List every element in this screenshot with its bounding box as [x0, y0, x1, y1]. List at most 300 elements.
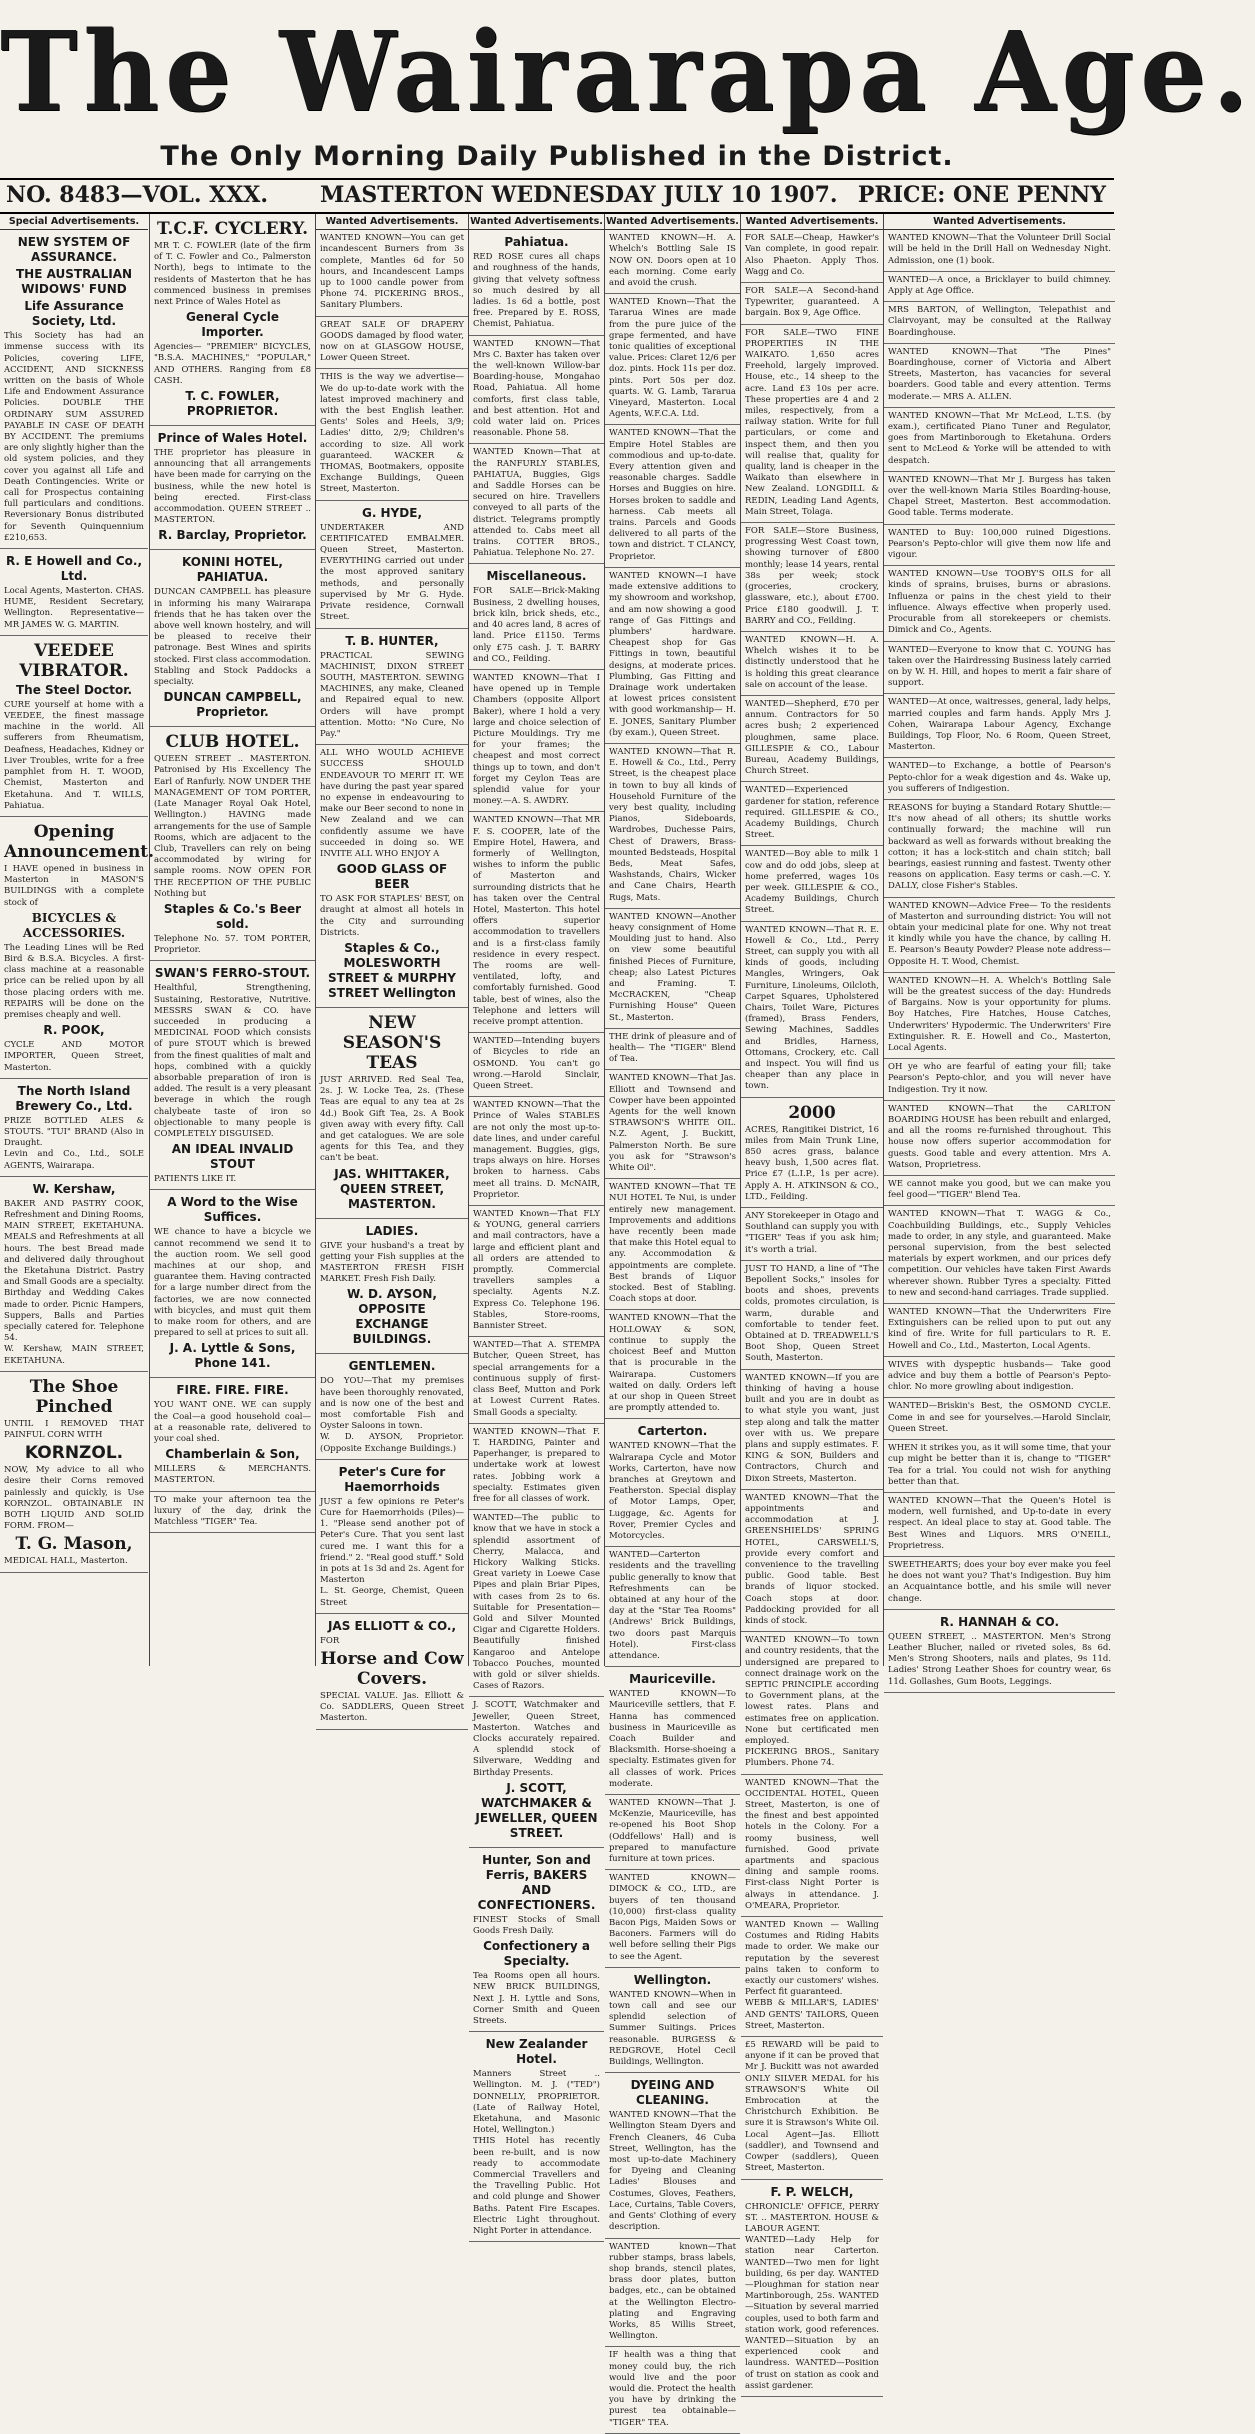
ad-elliott — [316, 1614, 468, 1730]
ad-body: WANTED KNOWN—H. A. Whelch's Bottling Sale IS NOW ON. Doors open at 10 each morning. Come early and avoid the crush. — [609, 233, 736, 289]
ad-body: WANTED known—That rubber stamps, brass labels, shop brands, stencil plates, brass door plates, button badges, etc., can be obtained at the Wellington Electro-plating and Engraving Works, 85 Willis Street, Wellington. — [609, 2241, 736, 2342]
ad-body: IF health was a thing that money could buy, the rich would live and the poor would die. Protect the health you have by drinking the purest tea obtainable— "TIGER" TEA. — [609, 2350, 736, 2428]
ad-star-tea-rooms — [605, 1547, 740, 1667]
ad-webb-millar — [741, 1917, 883, 2037]
ad-greenshields — [741, 1490, 883, 1632]
ad-body: TO ASK FOR STAPLES' BEST, on draught at almost all hotels in the City and surrounding Districts. — [320, 894, 464, 938]
ad-body: WANTED KNOWN—That Mr J. Burgess has taken over the well-known Maria Stiles Boarding-house, Chapel Street, Masterton. Best accommodation. Good table. Terms moderate. — [888, 474, 1111, 519]
ad-heading: G. HYDE, — [361, 505, 423, 520]
ad-body: DUNCAN CAMPBELL has pleasure in informing his many Wairarapa friends that he has taken over the above well known hostelry, and will be pleased to receive their patronage. Best Wines and spirits stocked. First class accommodation. Stabling and Stock Paddocks a specialty. — [154, 587, 311, 688]
ad-body: PRIZE BOTTLED ALES & STOUTS. "TUI" BRAND (Also in Draught. — [4, 1115, 144, 1149]
ad-tiger-blend — [605, 1029, 740, 1071]
ad-queens-hotel — [884, 1493, 1115, 1557]
ad-body: WIVES with dyspeptic husbands— Take good advice and buy them a bottle of Pearson's Pepto-chlor. No more growling about indigestion. — [888, 1359, 1111, 1393]
ad-signature: W. D. AYSON, OPPOSITE EXCHANGE BUILDINGS. — [347, 1287, 437, 1347]
ad-king-son — [741, 1370, 883, 1490]
ad-heading: GENTLEMEN. — [348, 1359, 436, 1374]
ad-heading: W. Kershaw, — [32, 1181, 116, 1196]
ad-body: WANTED Known—That the Tararua Wines are made from the pure juice of the grape fermented, and have tonic qualities of exceptional value. Prices: Claret 12/6 per doz. pints. Hock 11s per doz. pints. Port 50s per doz. quarts. W. G. Lamb, Tararua Vineyard, Masterton. Local Agents, W.F.C.A. Ltd. — [609, 297, 736, 420]
ad-burgess-boarding — [884, 472, 1115, 525]
ad-heading: DYEING AND CLEANING. — [630, 2078, 715, 2108]
ad-body: WANTED KNOWN—That the HOLLOWAY & SON, continue to supply the choicest Beef and Mutton that is procurable in the Wairarapa. Customers waited on daily. Orders left at our shop in Queen Street are promptly attended to. — [609, 1313, 736, 1414]
ad-body: WANTED KNOWN—That F. T. HARDING, Painter and Paperhanger, is prepared to undertake work at lowest rates. Jobbing work a specialty. Estimates given free for all classes of work. — [473, 1426, 600, 1504]
ad-body: WANTED KNOWN—Use TOOBY'S OILS for all kinds of sprains, bruises, burns or abrasions. Influenza or pains in the chest yield to their influence. Always effective when properly used. Procurable from all storekeepers or chemists. Dimick and Co., Agents. — [888, 569, 1111, 636]
ad-heading: SWAN'S FERRO-STOUT. — [154, 966, 311, 981]
ad-heading: THE AUSTRALIAN WIDOWS' FUND — [15, 267, 133, 297]
ad-club-hotel — [150, 727, 315, 961]
ad-hunter — [316, 629, 468, 746]
ad-body: JUST a few opinions re Peter's Cure for Haemorrhoids (Piles)— 1. "Please send another pot of Peter's Cure. That you sent last cured me. I want this for a friend." 2. "Real good stuff." Sold in pots at 1s 3d and 2s. Agent for Masterton — [320, 1496, 464, 1586]
column-5 — [604, 214, 740, 2428]
ad-fly-young — [469, 1206, 604, 1337]
ad-tiger-tea — [150, 1492, 315, 1534]
section-heading: Carterton. — [637, 1424, 708, 1439]
ad-body: Manners Street .. Wellington. M. J. ("TED") DONNELLY, PROPRIETOR. (Late of Railway Hotel, Eketahuna, and Masonic Hotel, Wellington.) — [473, 2069, 600, 2136]
issue-number: NO. 8483—VOL. XXX. — [6, 182, 269, 208]
ad-body: WANTED KNOWN—You can get incandescent Burners from 3s complete, Mantles 6d for 50 hours, and Incandescent Lamps up to 1000 candle power from Phone 74. PICKERING BROS., Sanitary Plumbers. — [320, 233, 464, 311]
ad-body: WANTED KNOWN—That T. WAGG & Co., Coachbuilding Buildings, etc., Supply Vehicles made to order, in any style, and guaranteed. Make personal supervision, from the best selected materials by expert workmen, and our prices defy competition. Our vehicles have taken First Awards wherever shown. Rubber Tyres a specialty. Fitted to new and second-hand carriages. Trade supplied. — [888, 1209, 1111, 1298]
ad-body: FINEST Stocks of Small Goods Fresh Daily. — [473, 1914, 600, 1936]
newspaper-subtitle: The Only Morning Daily Published in the District. — [160, 141, 954, 172]
ad-body: JUST ARRIVED. Red Seal Tea, 2s. J. W. Locke Tea, 2s. (These Teas are equal to any tea at 2s 4d.) Book Gift Tea, 2s. A Book given away with every fifty. Call and get catalogues. We are sole agents for this Tea, and they can't be beat. — [320, 1074, 464, 1164]
ad-lyttle — [150, 1190, 315, 1378]
ad-body: THE drink of pleasure and of health— The "TIGER" Blend of Tea. — [609, 1031, 736, 1065]
ad-new-season-teas — [316, 1008, 468, 1219]
ad-body: WANTED KNOWN—That R. E. Howell & Co., Ltd., Perry Street, can supply you with all kinds of goods, including Mangles, Wringers, Oak Furniture, Linoleums, Oilcloth, Carpet Squares, Upholstered Chairs, Toilet Ware, Pictures (framed), Brass Fenders, Sewing Machines, Saddles and Bridles, Harness, Ottomans, Crockery, etc. Call and inspect. You will find us cheaper than any place in town. — [745, 924, 879, 1092]
ad-feel-good — [884, 1176, 1115, 1206]
ad-brewery — [0, 1079, 148, 1177]
ad-boy-milk — [741, 846, 883, 921]
ad-ferro-stout — [150, 961, 315, 1190]
ad-fearful-eating — [884, 1059, 1115, 1101]
column-2 — [149, 214, 315, 1666]
ad-body: £5 REWARD will be paid to anyone if it can be proved that Mr J. Buckitt was not awarded ONLY SILVER MEDAL for his STRAWSON'S White Oil Embrocation at the Christchurch Exhibition. Be sure it is Strawson's White Oil. Local Agent—Jas. Elliott (saddler), and Townsend and Cowper (saddlers), Queen Street, Masterton. — [745, 2040, 879, 2174]
ad-body: MILLERS & MERCHANTS. MASTERTON. — [154, 1464, 311, 1486]
ad-body: WANTED KNOWN—That the appointments and accommodation at J. GREENSHIELDS' SPRING HOTEL, CARSWELL'S, provide every comfort and convenience to the travelling public. Good table. Best brands of liquor stocked. Coach stops at door. Paddocking provided for all kinds of stock. — [745, 1492, 879, 1626]
ad-wagg — [884, 1206, 1115, 1304]
ad-exchange-pepto — [884, 758, 1115, 800]
ad-heading: KORNZOL. — [24, 1443, 124, 1464]
ad-body: WANTED—Everyone to know that C. YOUNG has taken over the Hairdressing Business lately carried on by W. H. Hill, and hopes to merit a fair share of support. — [888, 644, 1111, 689]
ad-body: WANTED KNOWN—To town and country residents, that the undersigned are prepared to connect drainage work on the SEPTIC PRINCIPLE according to Government plans, at the lowest rates. Plans and estimates free on application. None but certificated men employed. — [745, 1635, 879, 1746]
ad-body: WANTED KNOWN—That the Queen's Hotel is modern, well furnished, and Up-to-date in every respect. An ideal place to stay at. Good table. The Best Wines and Liquors. MRS O'NEILL, Proprietress. — [888, 1495, 1111, 1551]
ad-body: WANTED KNOWN—Another heavy consignment of Home Moulding just to hand. Also on view some beautiful finished Pieces of Furniture, cheap; also Latest Pictures and Framing. T. McCRACKEN, "Cheap Furnishing House" Queen St., Masterton. — [609, 911, 736, 1023]
column-3 — [315, 214, 468, 1724]
column-heading: Wanted Advertisements. — [469, 214, 604, 230]
ad-body: REASONS for buying a Standard Rotary Shuttle:—It's now ahead of all others; its shuttle works continually forward; the machine will run backward as well as forwards without breaking the cotton; it has a lock-stitch and chain stitch; ball bearings, easiest running and fastest. Twenty other reasons on application. Easy terms or cash.—C. Y. DALLY, close Fisher's Stables. — [888, 802, 1111, 892]
ad-rotary-shuttle — [884, 800, 1115, 898]
ad-wacker-thomas — [316, 369, 468, 500]
ad-widows-fund — [0, 230, 148, 549]
ad-body: CURE yourself at home with a VEEDEE, the finest massage machine in the world. All sufferers from Rheumatism, Deafness, Headaches, Kidney or Liver Troubles, write for a free pamphlet from H. T. WOOD, Chemist, Masterton and Eketahuna. And T. WILLS, Pahiatua. — [4, 699, 144, 811]
ad-body: This Society has had an immense success with its Policies, covering LIFE, ACCIDENT, AND SICKNESS written on the basis of Whole Life and Endowment Assurance Policies. DOUBLE THE ORDINARY SUM ASSURED PAYABLE IN CASE OF DEATH BY ACCIDENT. The premiums are only slightly higher than the old system policies, and they cover you against all Life and Death Contingencies. Write or call for Prospectus containing full particulars and conditions. Reversionary Bonus distributed for Seventh Quinquennium £210,653. — [4, 331, 144, 543]
ad-hawkers-van — [741, 230, 883, 283]
ad-body: UNTIL I REMOVED THAT PAINFUL CORN WITH — [4, 1418, 144, 1441]
ad-body: WANTED KNOWN—Advice Free— To the residents of Masterton and surrounding district: You will not obtain your medicinal plate for one. Why not treat it kindly while you have the chance, by calling H. E. Pearson's Beauty Powder? Please note address—Opposite H. T. Wood, Chemist. — [888, 900, 1111, 967]
ad-whelch-sale — [605, 230, 740, 294]
ad-heading: Peter's Cure for Haemorrhoids — [338, 1464, 446, 1494]
ad-wives — [884, 1357, 1115, 1399]
ad-rubber-stamps — [605, 2239, 740, 2348]
ad-pickering — [316, 230, 468, 316]
ad-body: ANY Storekeeper in Otago and Southland can supply you with "TIGER" Teas if you ask him; it's worth a trial. — [745, 1211, 879, 1255]
ad-typewriter — [741, 283, 883, 325]
ad-body: WANTED KNOWN—That the Walrarapa Cycle and Motor Works, Carterton, have now branches at Greytown and Featherston. Special display of Motor Lamps, Oper, Luggage, &c. Agents for Rover, Premier Cycles and Motorcycles. — [609, 1441, 736, 1541]
ad-mckenzie — [605, 1795, 740, 1870]
ad-heading: The North Island Brewery Co., Ltd. — [15, 1083, 133, 1113]
ad-heading: AN IDEAL INVALID STOUT — [171, 1142, 294, 1172]
ad-peters-cure — [316, 1460, 468, 1614]
column-7 — [883, 214, 1115, 1687]
ad-body: WANTED—At once, waitresses, general, lady helps, married couples and farm hands. Apply Mrs J. Cohen, Wairarapa Labour Agency, Exchange Buildings, Top Floor, No. 6 Room, Queen Street, Masterton. — [888, 697, 1111, 753]
ad-signature: J. SCOTT, WATCHMAKER & JEWELLER, QUEEN STREET. — [475, 1780, 598, 1840]
ad-body: WANTED KNOWN—That Jas. Elliott and Townsend and Cowper have been appointed Agents for the well known STRAWSON'S WHITE OIL. N.Z. Agent, J. Buckitt, Palmerston North. Be sure you ask for "Strawson's White Oil". — [609, 1073, 736, 1174]
ad-heading: R. HANNAH & CO. — [939, 1614, 1060, 1629]
ad-body: FOR — [320, 1635, 340, 1646]
newspaper-title: The Wairarapa Age. — [0, 6, 1255, 137]
ad-heading: F. P. WELCH, — [770, 2184, 854, 2199]
ad-red-rose — [469, 230, 604, 335]
ad-body: WANTED KNOWN—That the Empire Hotel Stables are commodious and up-to-date. Every attention given and reasonable charges. Saddle Horses and Buggies on hire. Horses broken to saddle and harness. Cab meets all trains. Parcels and Goods delivered to all parts of the town and district. T CLANCY, Proprietor. — [609, 428, 736, 562]
column-heading: Wanted Advertisements. — [884, 214, 1115, 230]
ad-body: MRS BARTON, of Wellington, Telepathist and Clairvoyant, may be consulted at the Railway Boardinghouse. — [888, 305, 1111, 338]
ad-howell — [0, 549, 148, 636]
ad-body: THIS Hotel has recently been re-built, and is now ready to accommodate Commercial Travellers and the Travelling Public. Hot and cold plunge and Shower Baths. Patent Fire Escapes. Electric Light throughout. Night Porter in attendance. — [473, 2136, 600, 2237]
ad-body: THIS is the way we advertise—We do up-to-date work with the latest improved machinery and with the best English leather. Gents' Soles and Heels, 3/9; Ladies' ditto, 2/9; Children's according to size. All work guaranteed. WACKER & THOMAS, Bootmakers, opposite Exchange Buildings, Queen Street, Masterton. — [320, 372, 464, 495]
ad-te-nui-hotel — [605, 1179, 740, 1310]
ad-body: WANTED KNOWN—That I have opened up in Temple Chambers (opposite Allport Baker), where I hold a very large and choice selection of Picture Mouldings. Try me for your frames; the cheapest and most correct things up to town, and don't forget my Ceylon Teas are splendid value for your money.—A. S. AWDRY. — [473, 672, 600, 807]
ad-body: WANTED—Lady Help for station near Carterton. WANTED—Two men for light building, 6s per day. WANTED—Ploughman for station near Martinborough, 25s. WANTED—Situation by several married couples, used to both farm and station work, good references. WANTED—Situation by an experienced cook and laundress. WANTED—Position of trust on station as cook and assist gardener. — [745, 2235, 879, 2391]
ad-tararua-wines — [605, 294, 740, 425]
ad-body: WANTED KNOWN—I have made extensive additions to my showroom and workshop, and am now showing a good range of Gas Fittings and plumbers' hardware. Cheapest shop for Gas Fittings in town, beautiful designs, at moderate prices. Plumbing, Gas Fitting and Drainage work undertaken at lowest prices consistent with good workmanship— H. E. JONES, Sanitary Plumber (by exam.), Queen Street. — [609, 570, 736, 738]
ad-heading: Opening Announcement. — [4, 821, 155, 862]
ad-body: WANTED KNOWN—H. A. Whelch's Bottling Sale will be the greatest success of the day: Hundreds of Bargains. Now is your opportunity for plums. Boy Hatches, Fire Hatches, House Catches, Underwriters' Hypodermic. The Underwriters' Fire Extinguisher. R. E. Howell and Co., Masterton, Local Agents. — [888, 975, 1111, 1053]
ad-heading: NEW SEASON'S TEAS — [342, 1012, 442, 1073]
ad-body: WANTED—Briskin's Best, the OSMOND CYCLE. Come in and see for yourselves.—Harold Sinclair, Queen Street. — [888, 1401, 1111, 1434]
ad-occidental — [741, 1775, 883, 1917]
ad-signature: DUNCAN CAMPBELL, Proprietor. — [163, 690, 302, 720]
column-heading: Wanted Advertisements. — [316, 214, 468, 230]
ad-body: WANTED KNOWN—That "The Pines" Boardinghouse, corner of Victoria and Albert Streets, Masterton, has vacancies for several boarders. Good table and every attention. Terms moderate.— MRS A. ALLEN. — [888, 346, 1111, 402]
ad-veedee — [0, 636, 148, 817]
ad-hanna — [605, 1667, 740, 1795]
masthead — [0, 0, 1255, 175]
ad-body: WANTED KNOWN—That Mrs C. Baxter has taken over the well-known Willow-bar Boarding-house, Mongahao Road, Pahiatua. All home comforts, first class table, and best attention. Hot and cold water laid on. Prices reasonable. Phone 58. — [473, 338, 600, 439]
ad-advice-free — [884, 898, 1115, 973]
ad-body: WANTED KNOWN—That the Prince of Wales STABLES are not only the most up-to-date lines, and under careful management. Buggies, gigs, traps always on hire. Horses broken to harness. Cabs meet all trains. D. McNAIR, Proprietor. — [473, 1100, 600, 1200]
ad-body: WANTED KNOWN—That TE NUI HOTEL Te Nui, is under entirely new management. Improvements and additions have recently been made that make this Hotel equal to any. Accommodation & appointments are complete. Best brands of Liquor stocked. Best of Stabling. Coach stops at door. — [609, 1182, 736, 1305]
ad-glasgow-house — [316, 317, 468, 370]
ad-tiger-health — [605, 2347, 740, 2433]
ad-ranfurly — [469, 444, 604, 564]
ad-body: GIVE your husband's a treat by getting your Fish supplies at the MASTERTON FRESH FISH MARKET. Fresh Fish Daily. — [320, 1240, 464, 1285]
ad-body: WANTED KNOWN—That J. McKenzie, Mauriceville, has re-opened his Boot Shop (Oddfellows' Hall) and is prepared to manufacture furniture at town prices. — [609, 1798, 736, 1865]
ad-body: WANTED Known—That FLY & YOUNG, general carriers and mail contractors, have a large and efficient plant and all orders are attended to promptly. Commercial travellers samples a specialty. Agents N.Z. Express Co. Telephone 196. Stables, Store-rooms, Bannister Street. — [473, 1209, 600, 1332]
ad-body: WANTED KNOWN—When in town call and see our splendid selection of Summer Suitings. Prices reasonable. BURGESS & REDGROVE, Hotel Cecil Buildings, Wellington. — [609, 1989, 736, 2068]
ad-body: WANTED—Carterton residents and the travelling public generally to know that Refreshments can be obtained at any hour of the day at the "Star Tea Rooms" (Andrews' Brick Buildings, two doors past Marquis Hotel). First-class attendance. — [609, 1550, 736, 1661]
ad-young-hairdresser — [884, 642, 1115, 695]
column-heading: Special Advertisements. — [0, 214, 148, 230]
ad-body: SWEETHEARTS; does your boy ever make you feel he does not want you? That's Indigestion. Buy him an Acquaintance bottle, and his smile will never change. — [888, 1559, 1111, 1604]
ad-new-zealander-hotel — [469, 2032, 604, 2242]
ad-otago-tiger — [741, 1208, 883, 1261]
ad-reward — [741, 2037, 883, 2179]
ad-holloway — [605, 1310, 740, 1419]
ad-heading: T. B. HUNTER, — [345, 633, 439, 648]
ad-empire-stables — [605, 425, 740, 567]
ad-heading: FIRE. FIRE. FIRE. — [176, 1383, 289, 1398]
ad-pook — [0, 817, 155, 1079]
ad-heading: Hunter, Son and Ferris, BAKERS AND CONFECTIONERS. — [477, 1852, 596, 1912]
ad-when-it-strikes — [884, 1440, 1115, 1493]
ad-barton — [884, 302, 1115, 344]
ad-body: Healthful, Strengthening, Sustaining, Restorative, Nutritive. MESSRS SWAN & CO. have succeeded in producing a MEDICINAL FOOD which consists of pure STOUT which is brewed from the finest qualities of malt and hops, combined with a quickly absorbable preparation of iron is added. The result is a very pleasant beverage in which the rough chalybeate taste of iron so objectionable to many people is COMPLETELY DISGUISED. — [154, 983, 311, 1139]
ad-signature: L. St. George, Chemist, Queen Street — [320, 1586, 464, 1608]
ad-gardener — [741, 782, 883, 846]
ad-body: FOR SALE—Store Business, progressing West Coast town, showing turnover of £800 monthly; lease 14 years, rental 38s per week; stock (groceries, crockery, glassware, etc.), about £700. Price £180 goodwill. J. T. BARRY and CO., Feilding. — [745, 526, 879, 626]
ad-shepherd — [741, 696, 883, 782]
ad-signature: R. Barclay, Proprietor. — [158, 528, 307, 543]
ad-heading: General Cycle Importer. — [186, 310, 279, 340]
ad-sweethearts — [884, 1557, 1115, 1610]
ad-body: CHRONICLE' OFFICE, PERRY ST. .. MASTERTON. HOUSE & LABOUR AGENT. — [745, 2201, 879, 2234]
ad-body: QUEEN STREET .. MASTERTON. Patronised by His Excellency The Earl of Ranfurly. NOW UNDER THE MANAGEMENT OF TOM PORTER, (Late Manager Royal Oak Hotel, Wellington.) HAVING made arrangements for the use of Sample Rooms, which are adjacent to the Club, Travellers can rely on being accommodated by wiring for sample rooms. NOW OPEN FOR THE RECEPTION OF THE PUBLIC Nothing but — [154, 754, 311, 899]
ad-body: WANTED KNOWN—That MR F. S. COOPER, late of the Empire Hotel, Hawera, and formerly of Wellington, wishes to inform the public of Masterton and surrounding districts that he has taken over the Central Hotel, Masterton. This hotel offers superior accommodation to travellers and is a first-class family residence in every respect. The rooms are well-ventilated, lofty, and comfortably furnished. Good table, best of wines, also the Telephone and letters will receive prompt attention. — [473, 815, 600, 1027]
ad-strawsons — [605, 1070, 740, 1179]
ad-body: WANTED KNOWN—That the CARLTON BOARDING HOUSE has been rebuilt and enlarged, and all the rooms re-furnished throughout. This house now offers superior accommodation for guests. Good table and every attention. Mrs A. Watson, Proprietress. — [888, 1103, 1111, 1170]
ad-dyeing — [605, 2073, 740, 2238]
ad-heading: Horse and Cow Covers. — [320, 1649, 464, 1690]
ad-carlton — [884, 1101, 1115, 1176]
ad-heading: T.C.F. CYCLERY. — [157, 219, 308, 239]
ad-mcnair — [469, 1097, 604, 1206]
ad-body: WANTED KNOWN—H. A. Whelch wishes it to be distinctly understood that he is holding this great clearance sale on account of the lease. — [745, 634, 879, 690]
ad-septic — [741, 1632, 883, 1774]
ad-signature: R. POOK, — [43, 1023, 105, 1038]
ad-signature: W. Kershaw, MAIN STREET, EKETAHUNA. — [4, 1344, 144, 1366]
ad-body: PATIENTS LIKE IT. — [154, 1174, 237, 1185]
ad-mccracken — [605, 909, 740, 1029]
ad-dimock — [605, 1870, 740, 1968]
ad-body: WANTED—That A. STEMPA Butcher, Queen Street, has special arrangements for a continuous supply of first-class Beef, Mutton and Pork at Lowest Current Rates. Small Goods a specialty. — [473, 1340, 600, 1418]
ad-burgess — [605, 1968, 740, 2073]
ad-body: ALL WHO WOULD ACHIEVE SUCCESS SHOULD ENDEAVOUR TO MERIT IT. WE have during the past year spared no expense in endeavouring to make our Beer second to none in New Zealand and we can confidently assume we have succeeded in doing so. WE INVITE ALL WHO ENJOY A — [320, 748, 464, 859]
ad-body: WANTED—A once, a Bricklayer to build chimney. Apply at Age Office. — [888, 274, 1111, 297]
ad-harding — [469, 1424, 604, 1510]
ad-heading: R. E Howell and Co., Ltd. — [5, 554, 143, 584]
ad-heading: Prince of Wales Hotel. — [157, 431, 308, 446]
column-heading: Wanted Advertisements. — [605, 214, 740, 230]
ad-body: FOR SALE—Brick-Making Business, 2 dwelling houses, brick kiln, brick sheds, etc., and 40 acres land, 8 acres of land. Price £1150. Terms only £75 cash. J. T. BARRY and CO., Feilding. — [473, 586, 600, 664]
ad-body: YOU WANT ONE. WE can supply the Coal—a good household coal—at a reasonable rate, delivered to your coal shed. — [154, 1400, 311, 1445]
ad-brick-making — [469, 564, 604, 669]
ad-body: WANTED KNOWN—To Mauriceville settlers, that F. Hanna has commenced business in Mauriceville as Coach Builder and Blacksmith. Horse-shoeing a specialty. Estimates given for all classes of work. Prices moderate. — [609, 1689, 736, 1789]
ad-treadwell — [741, 1261, 883, 1370]
section-heading: Wellington. — [633, 1972, 712, 1987]
column-6 — [740, 214, 883, 2391]
section-heading: Miscellaneous. — [486, 569, 587, 584]
ad-body: UNDERTAKER AND CERTIFICATED EMBALMER. Queen Street, Masterton. EVERYTHING carried out under the most approved sanitary methods, and personally supervised by Mr G. Hyde. Private residence, Cornwall Street. — [320, 522, 464, 623]
ad-body: Local Agents, Masterton. CHAS. HUME, Resident Secretary, Wellington. Representative— MR JAMES W. G. MARTIN. — [4, 586, 144, 630]
ad-kornzol — [0, 1372, 148, 1573]
column-heading: Wanted Advertisements. — [741, 214, 883, 230]
ad-osmond-cycle — [884, 1398, 1115, 1440]
ad-body: FOR SALE—Cheap, Hawker's Van complete, in good repair. Also Phaeton. Apply Thos. Wagg and Co. — [745, 233, 879, 277]
ad-signature: Staples & Co., MOLESWORTH STREET & MURPHY STREET Wellington — [328, 940, 456, 1000]
ad-signature: J. A. Lyttle & Sons, Phone 141. — [169, 1341, 296, 1371]
ad-howell-furniture — [605, 744, 740, 909]
ad-pepto-chlor — [884, 525, 1115, 567]
ad-body: Tea Rooms open all hours. NEW BRICK BUILDINGS, Next J. H. Lyttle and Sons, Corner Smith and Queen Streets. — [473, 1971, 600, 2027]
ad-walking-sticks — [469, 1510, 604, 1697]
ad-heading: JAS ELLIOTT & CO., — [327, 1618, 457, 1633]
ad-ladies — [316, 1219, 468, 1355]
ad-heading: KONINI HOTEL, PAHIATUA. — [182, 555, 283, 585]
issue-price: PRICE: ONE PENNY — [857, 182, 1106, 208]
ad-body: WHEN it strikes you, as it will some time, that your cup might be better than it is, change to "TIGER" Tea for a trial. You could not wish for anything better than that. — [888, 1443, 1111, 1487]
ad-2000-acres — [741, 1098, 883, 1208]
column-1 — [0, 214, 155, 1666]
ad-heading: CLUB HOTEL. — [165, 732, 300, 753]
ad-heading: The Shoe Pinched — [29, 1376, 119, 1417]
ad-the-pines — [884, 344, 1115, 408]
ad-store-business — [741, 523, 883, 632]
ad-osmond — [469, 1033, 604, 1097]
ad-body: Telephone No. 57. TOM PORTER, Proprietor. — [154, 933, 311, 956]
ad-body: DO YOU—That my premises have been thoroughly renovated, and is now one of the best and most comfortable Fish and Oyster Saloons in town. — [320, 1376, 464, 1432]
ad-signature: Chamberlain & Son, — [165, 1447, 300, 1462]
ad-howell-goods — [741, 922, 883, 1098]
ad-body: WANTED KNOWN—DIMOCK & CO., LTD., are buyers of ten thousand (10,000) first-class quality Bacon Pigs, Maiden Sows or Baconers. Farmers will do well before selling their Pigs to see the Agent. — [609, 1873, 736, 1962]
ad-body: GREAT SALE OF DRAPERY GOODS damaged by flood water, now on at GLASGOW HOUSE, Lower Queen Street. — [320, 319, 464, 364]
ad-heading: GOOD GLASS OF BEER — [336, 862, 448, 892]
ad-body: WE cannot make you good, but we can make you feel good—"TIGER" Blend Tea. — [888, 1179, 1111, 1201]
section-heading: Mauriceville. — [629, 1672, 716, 1687]
ad-stempa — [469, 1337, 604, 1423]
ad-heading: BICYCLES & ACCESSORIES. — [22, 910, 126, 940]
ad-drill-social — [884, 230, 1115, 272]
ad-signature: JAS. WHITTAKER, QUEEN STREET, MASTERTON. — [334, 1166, 450, 1211]
ad-extinguishers — [884, 1304, 1115, 1357]
ad-body: WE chance to have a bicycle we cannot recommend we send it to the auction room. We sell good machines at our shop, and guarantee them. Having contracted for a large number direct from the factories, we are now connected with bicycles, and must quit them to make room for others, and are prepared to sell at prices to suit all. — [154, 1227, 311, 1339]
ad-body: WANTED—Intending buyers of Bicycles to ride an OSMOND. You can't go wrong.—Harold Sinclair, Queen Street. — [473, 1036, 600, 1092]
ad-tcf-cyclery — [150, 214, 315, 426]
ad-signature: WEBB & MILLAR'S, LADIES' AND GENTS' TAILORS, Queen Street, Masterton. — [745, 1998, 879, 2031]
ad-body: I HAVE opened in business in Masterton in MASON'S BUILDINGS with a complete stock of — [4, 863, 144, 908]
ad-welch — [741, 2180, 883, 2397]
ad-body: WANTED KNOWN—That the Wellington Steam Dyers and French Cleaners, 46 Cuba Street, Wellington, has the most up-to-date Machinery for Dyeing and Cleaning Ladies' Blouses and Costumes, Gloves, Feathers, Lace, Curtains, Table Covers, and Gents' Clothing of every description. — [609, 2110, 736, 2233]
ad-staples — [316, 745, 468, 1008]
ad-body: WANTED Known — Walling Costumes and Riding Habits made to order. We make our reputation by the severest pains taken to conform to exactly our customers' wishes. Perfect fit guaranteed. — [745, 1920, 879, 1998]
ad-cohen-agency — [884, 694, 1115, 758]
ad-signature: PICKERING BROS., Sanitary Plumbers. Phone 74. — [745, 1747, 879, 1769]
ad-heading: VEEDEE VIBRATOR. — [19, 640, 129, 681]
ad-baxter — [469, 336, 604, 445]
ad-heading: 2000 — [788, 1102, 836, 1123]
ad-heading: Life Assurance Society, Ltd. — [24, 299, 124, 329]
ad-body: WANTED KNOWN—If you are thinking of having a house built and you are in doubt as to what style you want, just step along and talk the matter over with us. We prepare plans and supply estimates. F. KING & SON, Builders and Contractors, Church and Dixon Streets, Masterton. — [745, 1372, 879, 1484]
ad-body: CYCLE AND MOTOR IMPORTER, Queen Street, Masterton. — [4, 1040, 144, 1073]
ad-body: FOR SALE—TWO FINE PROPERTIES IN THE WAIKATO. 1,650 acres Freehold, largely improved. House, etc., 14 sheep to the acre. Land £3 10s per acre. These properties are 4 and 2 miles, respectively, from a railway station. Write for full particulars, or come and inspect them, and then you will realise that, quality for quality, land is cheaper in the Waikato than elsewhere in New Zealand. LONGDILL & REDIN, Leading Land Agents, Main Street, Tolaga. — [745, 327, 879, 517]
ad-heading: LADIES. — [365, 1223, 419, 1238]
ad-heading: Confectionery a Specialty. — [483, 1939, 590, 1969]
ad-body: WANTED—to Exchange, a bottle of Pearson's Pepto-chlor for a weak digestion and 4s. Wake up, you sufferers of Indigestion. — [888, 761, 1111, 794]
ad-kershaw — [0, 1177, 148, 1372]
ad-cooper — [469, 812, 604, 1033]
ad-body: The Leading Lines will be Red Bird & B.S.A. Bicycles. A first-class machine at a reasonable price can be relied upon by all those placing orders with me. REPAIRS will be done on the premises cheaply and well. — [4, 942, 144, 1020]
ad-body: WANTED KNOWN—That the OCCIDENTAL HOTEL, Queen Street, Masterton, is one of the finest and best appointed hotels in the Colony. For a roomy business, well furnished. Good private apartments and spacious dining and sample rooms. First-class Night Porter is always in attendance. J. O'MEARA, Proprietor. — [745, 1777, 879, 1911]
ad-body: ACRES, Rangitikei District, 16 miles from Main Trunk Line, 850 acres grass, balance heavy bush, 1,500 acres flat. Price £7 (L.I.P., 1s per acre). Apply A. H. ATKINSON & CO., LTD., Feilding. — [745, 1124, 879, 1202]
columns — [0, 214, 1114, 2428]
ad-whelch-clearance — [741, 632, 883, 696]
ad-body: WANTED to Buy: 100,000 ruined Digestions. Pearson's Pepto-chlor will give them now life and vigour. — [888, 527, 1111, 561]
ad-body: RED ROSE cures all chaps and roughness of the hands, giving that velvety softness so much desired by all ladies. 1s 6d a bottle, post free. Prepared by E. ROSS, Chemist, Pahiatua. — [473, 252, 600, 330]
section-heading: Pahiatua. — [504, 235, 569, 250]
ad-body: WANTED Known—That at the RANFURLY STABLES, PAHIATUA, Buggies, Gigs and Saddle Horses can be secured on hire. Travellers conveyed to all parts of the district. Telegrams promptly attended to. Cabs meet all trains. COTTER BROS., Pahiatua. Telephone No. 27. — [473, 447, 600, 559]
ad-hyde — [316, 501, 468, 629]
ad-gentlemen — [316, 1354, 468, 1459]
ad-body: QUEEN STREET, .. MASTERTON. Men's Strong Leather Blucher, nailed or riveted soles, 8s 6d. Men's Strong Shooters, nails and plates, 9s 11d. Ladies' Strong Leather Shoes for country wear, 6s 11d. Gollashes, Gum Boots, Leggings. — [888, 1631, 1111, 1687]
ad-hannah — [884, 1610, 1115, 1693]
ad-toobys-oils — [884, 566, 1115, 641]
ad-signature: Levin and Co., Ltd., SOLE AGENTS, Wairarapa. — [4, 1149, 144, 1171]
ad-body: WANTED—Boy able to milk 1 cow and do odd jobs, sleep at home preferred, wages 10s per week. GILLESPIE & CO., Academy Buildings, Church Street. — [745, 849, 879, 916]
ad-body: WANTED—Shepherd, £70 per annum. Contractors for 50 acres bush; 2 experienced ploughmen, same place. GILLESPIE & CO., Labour Bureau, Academy Buildings, Church Street. — [745, 698, 879, 777]
issue-date: MASTERTON WEDNESDAY JULY 10 1907. — [320, 182, 838, 208]
ad-body: FOR SALE—A Second-hand Typewriter, guaranteed. A bargain. Box 9, Age Office. — [745, 286, 879, 319]
ad-body: WANTED KNOWN—That R. E. Howell & Co., Ltd., Perry Street, is the cheapest place in town to buy all kinds of Household Furniture of the very best quality, including Pianos, Sideboards, Wardrobes, Duchesse Pairs, Chest of Drawers, Brass-mounted Bedsteads, Hospital Beds, Meat Safes, Washstands, Chairs, Wicker and Cane Chairs, Hearth Rugs, Mats. — [609, 746, 736, 903]
ad-body: MR T. C. FOWLER (late of the firm of T. C. Fowler and Co., Palmerston North), begs to intimate to the residents of Masterton that he has commenced business in premises next Prince of Wales Hotel as — [154, 241, 311, 308]
column-4 — [468, 214, 604, 2237]
ad-body: WANTED KNOWN—That Mr McLeod, L.T.S. (by exam.), certificated Piano Tuner and Regulator, goes from Martinborough to Eketahuna. Orders sent to McLeod & Yorke will be attended to with despatch. — [888, 410, 1111, 466]
ad-body: TO make your afternoon tea the luxury of the day, drink the Matchless "TIGER" Tea. — [154, 1494, 311, 1528]
ad-body: WANTED—The public to know that we have in stock a splendid assortment of Cherry, Malacca, and Hickory Walking Sticks. Great variety in Loewe Case Pipes and plain Briar Pipes, with cases from 2s to 6s. Suitable for Presentation—Gold and Silver Mounted Cigar and Cigarette Holders. Beautifully finished Kangaroo and Antelope Tobacco Pouches, mounted with gold or silver shields. Cases of Razors. — [473, 1513, 600, 1692]
ad-heading: New Zealander Hotel. — [485, 2037, 588, 2067]
ad-signature: T. C. FOWLER, PROPRIETOR. — [185, 389, 280, 419]
ad-body: BAKER AND PASTRY COOK, Refreshment and Dining Rooms, MAIN STREET, EKETAHUNA. MEALS and Refreshments at all hours. The best Bread made and delivered daily throughout the Eketahuna District. Pastry and Small Goods are a specialty. Birthday and Wedding Cakes made to order. Picnic Hampers, Suppers, Balls and Parties specially catered for. Telephone 54. — [4, 1198, 144, 1344]
ad-signature: W. D. AYSON, Proprietor. (Opposite Exchange Buildings.) — [320, 1432, 464, 1454]
ad-body: J. SCOTT, Watchmaker and Jeweller, Queen Street, Masterton. Watches and Clocks accurately repaired. A splendid stock of Silverware, Wedding and Birthday Presents. — [473, 1700, 600, 1778]
ad-scott — [469, 1697, 604, 1847]
ad-body: WANTED—Experienced gardener for station, reference required. GILLESPIE & CO., Academy Buildings, Church Street. — [745, 785, 879, 841]
ad-body: PRACTICAL SEWING MACHINIST, DIXON STREET SOUTH, MASTERTON. SEWING MACHINES, any make, Cleaned and Repaired equal to new. Orders will have prompt attention. Motto: "No Cure, No Pay." — [320, 650, 464, 739]
ad-heading: NEW SYSTEM OF ASSURANCE. — [17, 235, 131, 265]
ad-carterton-cycle — [605, 1419, 740, 1547]
ad-body: JUST TO HAND, a line of "The Bepollent Socks," insoles for boots and shoes, prevents colds, promotes circulation, is warm, durable and comfortable to tender feet. Obtained at D. TREADWELL'S Boot Shop, Queen Street South, Masterton. — [745, 1263, 879, 1364]
ad-heading: The Steel Doctor. — [15, 682, 133, 697]
ad-konini-hotel — [150, 550, 315, 727]
ad-mcleod — [884, 408, 1115, 472]
ad-body: MEDICAL HALL, Masterton. — [4, 1556, 128, 1567]
ad-body: Agencies— "PREMIER" BICYCLES, "B.S.A. MACHINES," "POPULAR," AND OTHERS. Ranging from £8 CASH. — [154, 342, 311, 386]
ad-signature: T. G. Mason, — [15, 1534, 133, 1555]
ad-bricklayer — [884, 272, 1115, 302]
ad-hunter-son-ferris — [469, 1848, 604, 2032]
ad-awdry — [469, 670, 604, 812]
ad-body: WANTED KNOWN—That the Underwriters Fire Extinguishers can be relied upon to put out any kind of fire. Write for full particulars to R. E. Howell and Co., Ltd., Masterton, Local Agents. — [888, 1307, 1111, 1351]
ad-jones-plumber — [605, 568, 740, 744]
ad-body: THE proprietor has pleasure in announcing that all arrangements have been made for carrying on the business, while the new hotel is being erected. First-class accommodation. QUEEN STREET .. MASTERTON. — [154, 448, 311, 526]
ad-heading: A Word to the Wise Suffices. — [167, 1195, 298, 1225]
ad-body: SPECIAL VALUE. Jas. Elliott & Co. SADDLERS, Queen Street Masterton. — [320, 1691, 464, 1724]
ad-body: WANTED KNOWN—That the Volunteer Drill Social will be held in the Drill Hall on Wednesday Night. Admission, one (1) book. — [888, 233, 1111, 266]
ad-body: NOW, My advice to all who desire their Corns removed painlessly and quickly, is Use KORNZOL. OBTAINABLE IN BOTH LIQUID AND SOLID FORM. FROM— — [4, 1465, 144, 1532]
ad-waikato — [741, 325, 883, 523]
dateline-bar — [0, 178, 1114, 214]
ad-heading: Staples & Co.'s Beer sold. — [163, 901, 302, 931]
ad-prince-of-wales — [150, 426, 315, 550]
ad-chamberlain — [150, 1378, 315, 1491]
